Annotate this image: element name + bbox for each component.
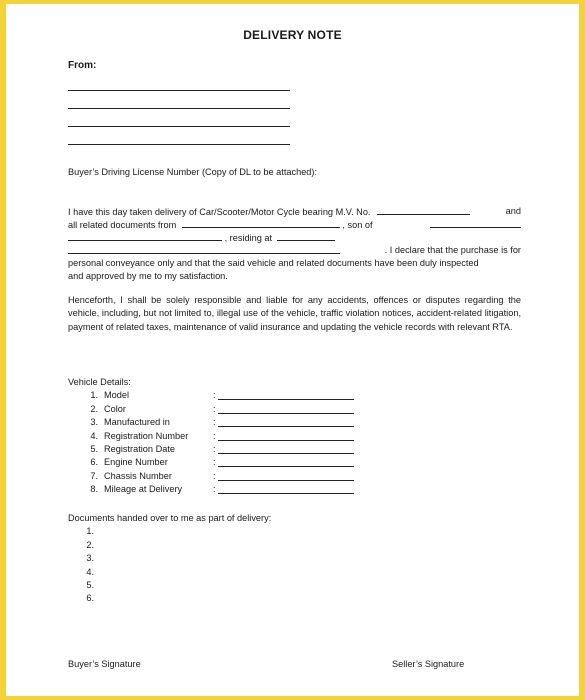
vehicle-item <box>68 403 216 416</box>
para1-line2-text: all related documents from <box>68 220 177 230</box>
from-line-1 <box>68 90 290 91</box>
vehicle-item <box>68 470 216 483</box>
driving-license-line: Buyer’s Driving License Number (Copy of DL to be attached): <box>68 167 318 177</box>
vehicle-item-label: Manufactured in <box>104 417 170 428</box>
document-item <box>68 552 271 565</box>
vehicle-item-number: 3. <box>90 417 98 428</box>
from-line-2 <box>68 108 290 109</box>
vehicle-item <box>68 430 216 443</box>
son-of-blank <box>68 231 222 241</box>
documents-list <box>68 512 271 606</box>
vehicle-item-label: Chassis Number <box>104 470 172 481</box>
vehicle-item-blank <box>218 493 354 494</box>
vehicle-item-label: Engine Number <box>104 457 168 468</box>
document-item-number: 1. <box>86 526 94 537</box>
liability-paragraph: Henceforth, I shall be solely responsible and liable for any accidents, offences or disputes regarding the vehicle, including, but not limited to, illegal use of the vehicle, traffic violation notices, accident-related litigation, payment of related taxes, maintenance of valid insurance and updating the vehicle records with relevant RTA. <box>68 295 521 332</box>
para1-line3-residing: , residing at <box>224 233 273 243</box>
vehicle-item-colon: : <box>213 470 216 481</box>
vehicle-item <box>68 416 216 429</box>
vehicle-item-blank <box>218 440 354 441</box>
document-item <box>68 566 271 579</box>
document-item <box>68 539 271 552</box>
vehicle-item-blank <box>218 413 354 414</box>
vehicle-item-blank <box>218 399 354 400</box>
vehicle-item-blank <box>218 480 354 481</box>
vehicle-item-blank <box>218 453 354 454</box>
from-line-3 <box>68 126 290 127</box>
vehicle-item-blank <box>218 466 354 467</box>
residing-blank <box>277 231 335 241</box>
para1-line2-son: , son of <box>342 220 373 230</box>
from-line-4 <box>68 144 290 145</box>
vehicle-details <box>68 376 216 497</box>
para1-line6: and approved by me to my satisfaction. <box>68 271 228 281</box>
vehicle-item-colon: : <box>213 390 216 401</box>
page-title: DELIVERY NOTE <box>243 28 342 42</box>
vehicle-item-label: Registration Number <box>104 430 189 441</box>
vehicle-item-blank <box>218 426 354 427</box>
address-blank <box>68 244 340 254</box>
document-item-number: 6. <box>86 593 94 604</box>
documents-heading: Documents handed over to me as part of delivery: <box>68 513 272 523</box>
document-item-number: 4. <box>86 566 94 577</box>
para1-line5: personal conveyance only and that the said vehicle and related documents have been duly inspected <box>68 258 479 268</box>
document-item-number: 2. <box>86 539 94 550</box>
seller-signature: Seller’s Signature <box>392 659 465 669</box>
document-item <box>68 592 271 605</box>
document-item <box>68 525 271 538</box>
vehicle-item-number: 2. <box>90 403 98 414</box>
buyer-signature: Buyer’s Signature <box>68 659 141 669</box>
mv-number-blank <box>377 205 470 215</box>
vehicle-item-colon: : <box>213 417 216 428</box>
from-label: From: <box>68 60 97 71</box>
vehicle-item-number: 7. <box>90 470 98 481</box>
vehicle-item-number: 1. <box>90 390 98 401</box>
seller-name-blank <box>182 218 340 228</box>
para1-line4-declare: . I declare that the purchase is for <box>384 245 521 255</box>
document-item <box>68 579 271 592</box>
vehicle-item-label: Mileage at Delivery <box>104 484 183 495</box>
vehicle-item <box>68 443 216 456</box>
vehicle-item <box>68 389 216 402</box>
document-item-number: 5. <box>86 579 94 590</box>
vehicle-item-label: Model <box>104 390 130 401</box>
vehicle-item-colon: : <box>213 443 216 454</box>
vehicle-item-number: 6. <box>90 457 98 468</box>
father-name-blank <box>430 218 521 228</box>
vehicle-item-colon: : <box>213 484 216 495</box>
document-page <box>6 4 579 696</box>
vehicle-details-heading: Vehicle Details: <box>68 377 131 387</box>
vehicle-item <box>68 456 216 469</box>
vehicle-item-number: 4. <box>90 430 98 441</box>
vehicle-item-number: 5. <box>90 443 98 454</box>
document-item-number: 3. <box>86 553 94 564</box>
vehicle-item-label: Registration Date <box>104 443 175 454</box>
vehicle-item-colon: : <box>213 430 216 441</box>
para1-line1-end: and <box>505 206 521 216</box>
vehicle-item-label: Color <box>104 403 126 414</box>
vehicle-item-number: 8. <box>90 484 98 495</box>
vehicle-item-colon: : <box>213 457 216 468</box>
vehicle-item <box>68 483 216 496</box>
vehicle-item-colon: : <box>213 403 216 414</box>
para1-line1-text: I have this day taken delivery of Car/Scooter/Motor Cycle bearing M.V. No. <box>68 207 371 217</box>
